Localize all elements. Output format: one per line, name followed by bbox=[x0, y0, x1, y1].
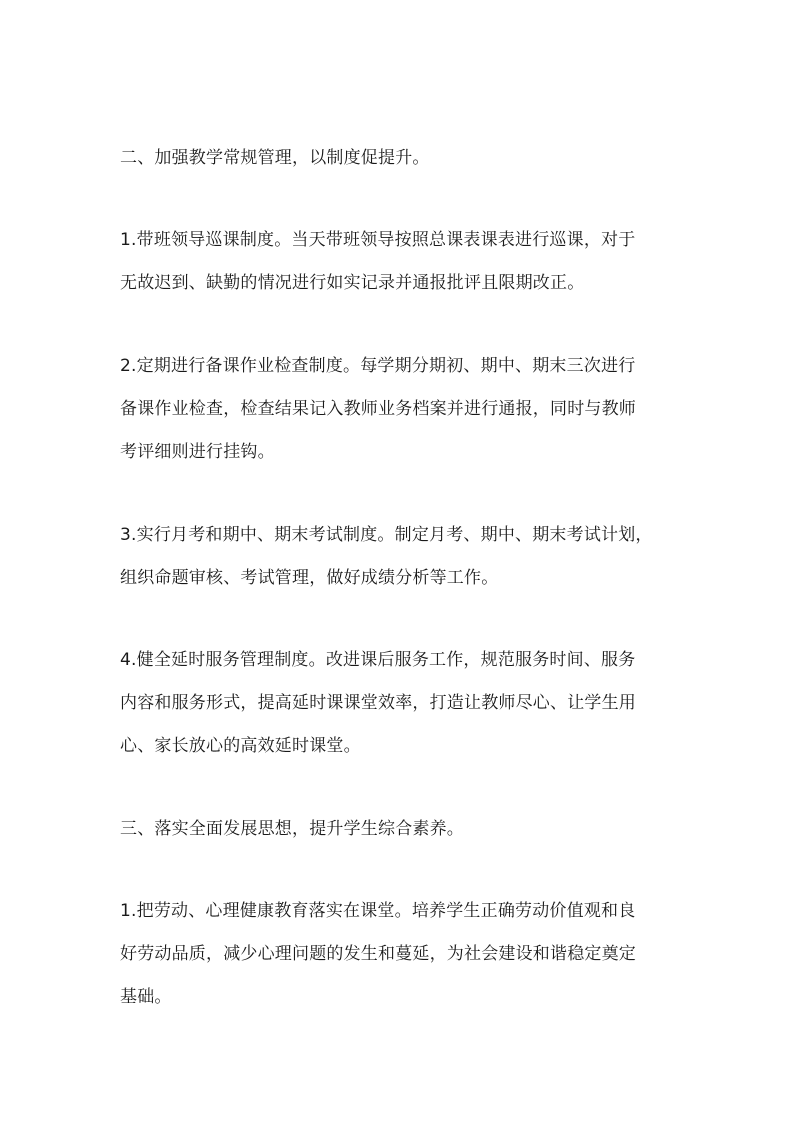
paragraph-line: 无故迟到、缺勤的情况进行如实记录并通报批评且限期改正。 bbox=[120, 273, 585, 293]
section-3-heading: 三、落实全面发展思想，提升学生综合素养。 bbox=[120, 819, 464, 839]
paragraph-line: 内容和服务形式，提高延时课课堂效率，打造让教师尽心、让学生用 bbox=[120, 693, 636, 713]
paragraph-line: 考评细则进行挂钩。 bbox=[120, 442, 275, 462]
paragraph-line: 1.带班领导巡课制度。当天带班领导按照总课表课表进行巡课，对于 bbox=[120, 230, 636, 250]
paragraph-line: 心、家长放心的高效延时课堂。 bbox=[120, 736, 361, 756]
paragraph-line: 组织命题审核、考试管理，做好成绩分析等工作。 bbox=[120, 568, 499, 588]
paragraph-line: 4.健全延时服务管理制度。改进课后服务工作，规范服务时间、服务 bbox=[120, 650, 636, 670]
paragraph-line: 2.定期进行备课作业检查制度。每学期分期初、期中、期末三次进行 bbox=[120, 356, 636, 376]
paragraph-line: 3.实行月考和期中、期末考试制度。制定月考、期中、期末考试计划， bbox=[120, 525, 653, 545]
paragraph-line: 基础。 bbox=[120, 987, 172, 1007]
paragraph-line: 备课作业检查，检查结果记入教师业务档案并进行通报，同时与教师 bbox=[120, 399, 636, 419]
paragraph-line: 好劳动品质，减少心理问题的发生和蔓延，为社会建设和谐稳定奠定 bbox=[120, 944, 636, 964]
section-2-heading: 二、加强教学常规管理，以制度促提升。 bbox=[120, 148, 430, 168]
paragraph-line: 1.把劳动、心理健康教育落实在课堂。培养学生正确劳动价值观和良 bbox=[120, 901, 636, 921]
